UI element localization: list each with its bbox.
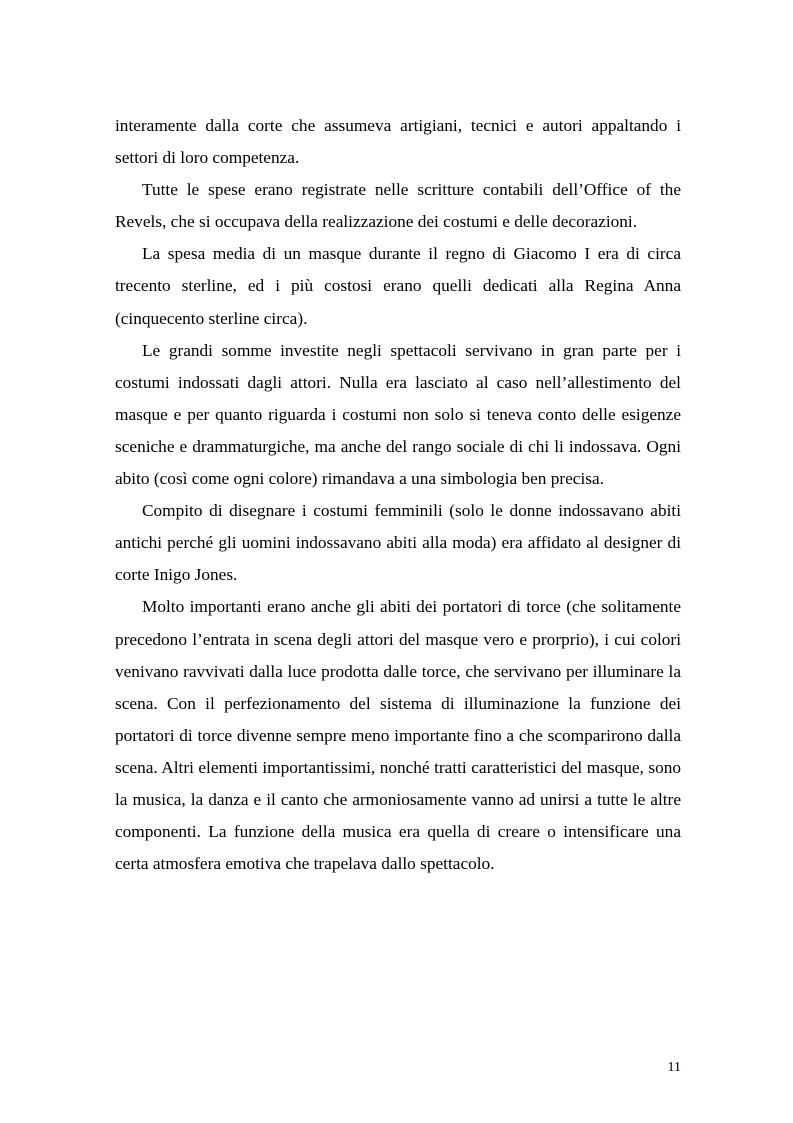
- paragraph-continuation: interamente dalla corte che assumeva artigiani, tecnici e autori appaltando i settori di loro competenza.: [115, 116, 681, 168]
- paragraph-costumes: Le grandi somme investite negli spettacoli servivano in gran parte per i costumi indossati dagli attori. Nulla era lasciato al caso nell’allestimento del masque e per quanto riguarda i costumi non solo si teneva conto delle esigenze sceniche e drammaturgiche, ma anche del rango sociale di chi li indossava. Ogni abito (così come ogni colore) rimandava a una simbologia ben precisa.: [115, 340, 681, 489]
- paragraph-average-cost: La spesa media di un masque durante il regno di Giacomo I era di circa trecento sterline, ed i più costosi erano quelli dedicati alla Regina Anna (cinquecento sterline circa).: [115, 244, 681, 328]
- page-number: 11: [667, 1060, 681, 1075]
- paragraph-torchbearers: Molto importanti erano anche gli abiti dei portatori di torce (che solitamente precedono l’entrata in scena degli attori del masque vero e prorprio), i cui colori venivano ravvivati dalla luce prodotta dalle torce, che servivano per illuminare la scena. Con il perfezionamento del sistema di illuminazione la funzione dei portatori di torce divenne sempre meno importante fino a che scomparirono dalla scena. Altri elementi importantissimi, nonché tratti caratteristici del masque, sono la musica, la danza e il canto che armoniosamente vanno ad unirsi a tutte le altre componenti. La funzione della musica era quella di creare o intensificare una certa atmosfera emotiva che trapelava dallo spettacolo.: [115, 597, 681, 874]
- paragraph-inigo-jones: Compito di disegnare i costumi femminili (solo le donne indossavano abiti antichi perché gli uomini indossavano abiti alla moda) era affidato al designer di corte Inigo Jones.: [115, 501, 681, 585]
- paragraph-office-of-revels: Tutte le spese erano registrate nelle scritture contabili dell’Office of the Revels, che si occupava della realizzazione dei costumi e delle decorazioni.: [115, 180, 681, 232]
- document-body: [115, 110, 681, 880]
